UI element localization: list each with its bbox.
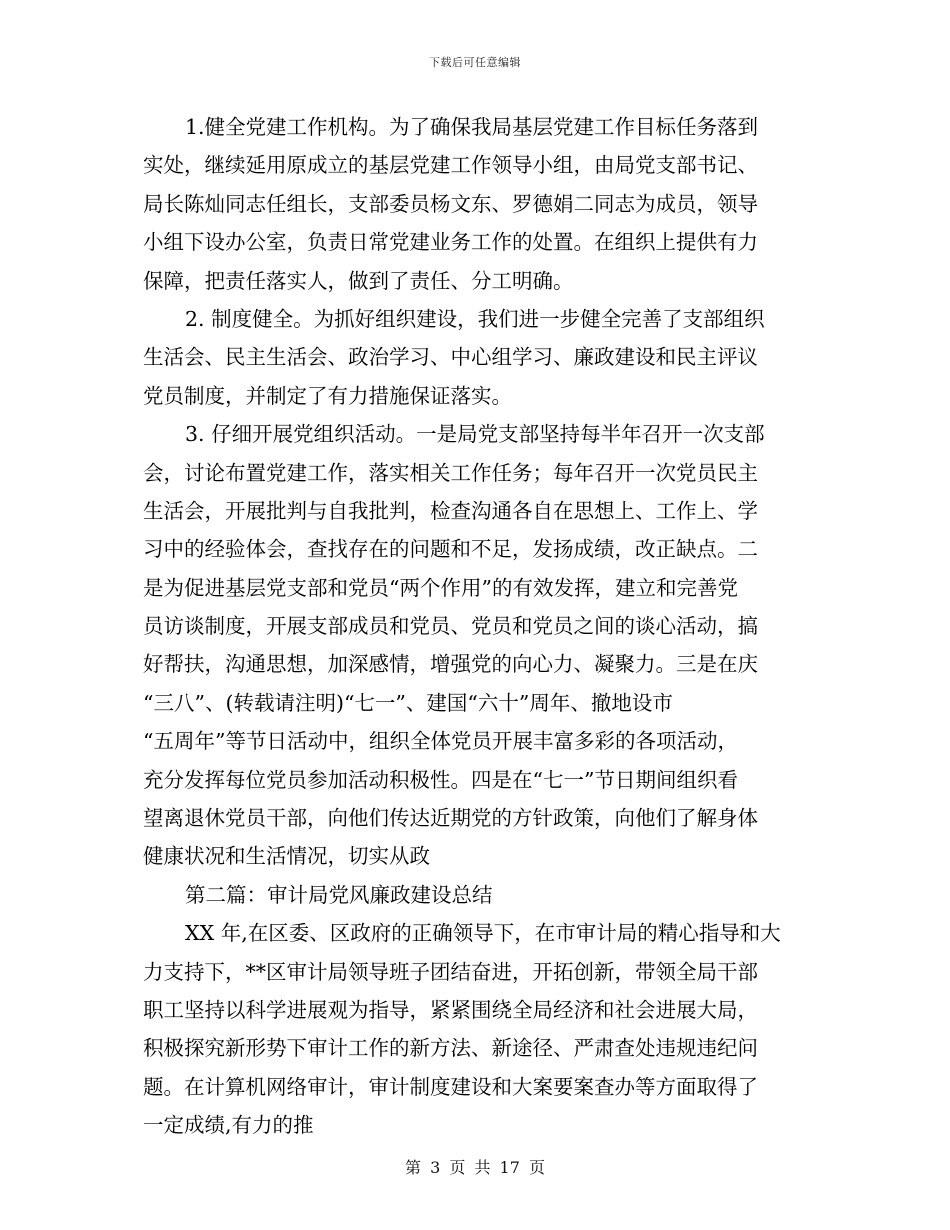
text-line: 习中的经验体会，查找存在的问题和不足，发扬成绩，改正缺点。二: [143, 537, 758, 562]
text-line: 1.健全党建工作机构。为了确保我局基层党建工作目标任务落到: [185, 115, 759, 139]
text-line: 员访谈制度，开展支部成员和党员、党员和党员之间的谈心活动，搞: [143, 614, 758, 639]
text-line: 题。在计算机网络审计，审计制度建设和大案要案查办等方面取得了: [143, 1074, 758, 1099]
page-number-footer: 第 3 页 共 17 页: [405, 1158, 545, 1177]
text-line: “三八”、(转载请注明)“七一”、建国“六十”周年、撤地设市: [143, 690, 673, 715]
text-line: 健康状况和生活情况，切实从政: [143, 844, 430, 869]
text-line: 职工坚持以科学进展观为指导，紧紧围绕全局经济和社会进展大局，: [143, 997, 758, 1022]
text-line: 生活会、民主生活会、政治学习、中心组学习、廉政建设和民主评议: [143, 345, 758, 370]
section-heading: 第二篇：审计局党风廉政建设总结: [185, 882, 493, 907]
text-line: 一定成绩,有力的推: [143, 1113, 314, 1138]
page-header: 下载后可任意编辑: [429, 56, 521, 69]
text-line: 2. 制度健全。为抓好组织建设，我们进一步健全完善了支部组织: [185, 306, 765, 331]
text-line: 望离退休党员干部，向他们传达近期党的方针政策，向他们了解身体: [143, 806, 758, 831]
text-line: 3. 仔细开展党组织活动。一是局党支部坚持每半年召开一次支部: [185, 422, 765, 447]
text-line: 好帮扶，沟通思想，加深感情，增强党的向心力、凝聚力。三是在庆: [143, 652, 758, 677]
text-line: 局长陈灿同志任组长，支部委员杨文东、罗德娟二同志为成员，领导: [143, 191, 758, 216]
text-line: 党员制度，并制定了有力措施保证落实。: [143, 383, 512, 408]
body-text: [143, 108, 807, 1145]
text-line: 积极探究新形势下审计工作的新方法、新途径、严肃查处违规违纪问: [143, 1036, 758, 1061]
text-line: 会，讨论布置党建工作，落实相关工作任务；每年召开一次党员民主: [143, 460, 758, 485]
text-line: “五周年”等节日活动中，组织全体党员开展丰富多彩的各项活动，: [143, 729, 738, 754]
text-line: XX 年,在区委、区政府的正确领导下，在市审计局的精心指导和大: [185, 921, 781, 946]
text-line: 保障，把责任落实人，做到了责任、分工明确。: [143, 268, 574, 293]
text-line: 是为促进基层党支部和党员“两个作用”的有效发挥，建立和完善党: [143, 575, 738, 600]
text-line: 生活会，开展批判与自我批判，检查沟通各自在思想上、工作上、学: [143, 498, 758, 523]
text-line: 小组下设办公室，负责日常党建业务工作的处置。在组织上提供有力: [143, 230, 758, 255]
text-line: 实处，继续延用原成立的基层党建工作领导小组，由局党支部书记、: [143, 153, 758, 178]
text-line: 力支持下，**区审计局领导班子团结奋进，开拓创新，带领全局干部: [143, 959, 758, 984]
text-line: 充分发挥每位党员参加活动积极性。四是在“七一”节日期间组织看: [143, 767, 738, 792]
